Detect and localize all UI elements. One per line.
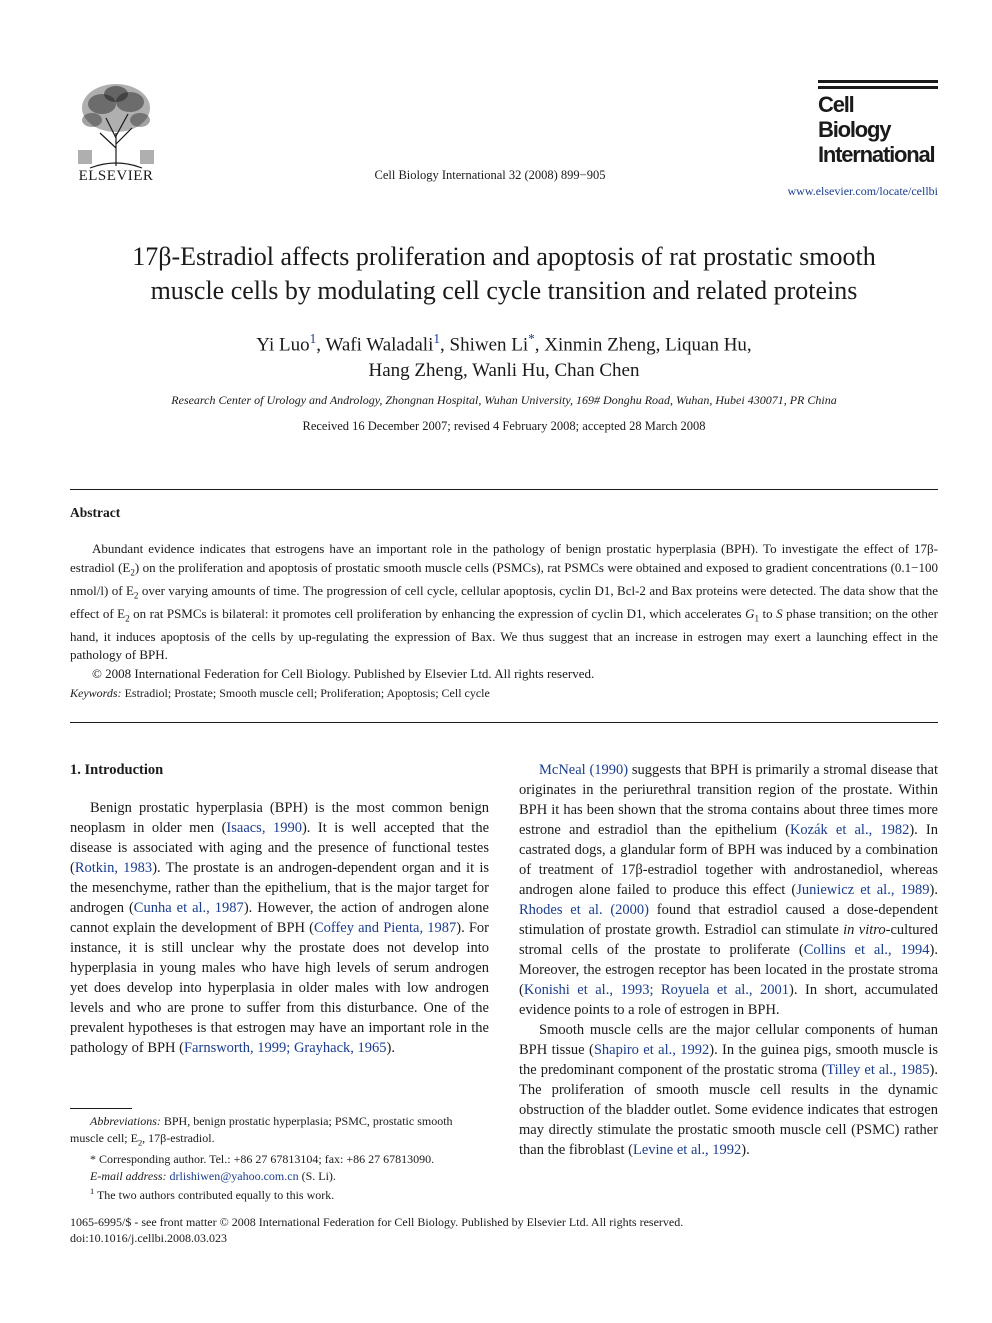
author-name: Shiwen Li [449,334,529,356]
footer-doi: doi:10.1016/j.cellbi.2008.03.023 [70,1231,227,1245]
title-line-1: 17β-Estradiol affects proliferation and apoptosis of rat prostatic smooth [132,242,876,271]
author-mark[interactable]: 1 [309,331,317,346]
divider-top [70,489,938,490]
citation-link[interactable]: Rotkin, 1983 [74,860,153,876]
section-heading: 1. Introduction [70,762,164,778]
author-line-2: Hang Zheng, Wanli Hu, Chan Chen [368,360,640,382]
abstract-body [70,540,938,683]
elsevier-logo-text: ELSEVIER [78,168,154,184]
journal-citation: Cell Biology International 32 (2008) 899−905 [374,168,606,182]
brand-rule [818,80,938,83]
citation-link[interactable]: Konishi et al., 1993; Royuela et al., 2001 [523,982,790,998]
journal-brand-logo [818,80,938,167]
abstract-copyright: © 2008 International Federation for Cell Biology. Published by Elsevier Ltd. All rights reserved. [92,665,595,681]
divider-bottom [70,722,938,723]
brand-rule [818,86,938,89]
keywords-label: Keywords: [70,686,122,700]
body-paragraph: Smooth muscle cells are the major cellular components of human BPH tissue (Shapiro et al., 1992). In the guinea pigs, smooth muscle is the predominant component of the prostatic stroma (Tilley et al., 1985). The proliferation of smooth muscle cell results in the dynamic obstruction of the bladder outlet. Some evidence indicates that estrogen may directly stimulate the prostatic smooth muscle cell (PSMC) rather than the fibroblast (Levine et al., 1992). [519,1022,938,1158]
citation-link[interactable]: Kozák et al., 1982 [789,822,910,838]
citation-link[interactable]: Farnsworth, 1999; Grayhack, 1965 [183,1040,387,1056]
author-name: Yi Luo [256,334,310,356]
footnote-equal-contribution: $^1$ The two authors contributed equally to this work. [90,1187,335,1203]
author-name: Wafi Waladali [325,334,434,356]
citation-link[interactable]: Levine et al., 1992 [632,1142,742,1158]
author-mark[interactable]: 1 [433,331,440,346]
brand-line-3: International [818,142,935,167]
citation-link[interactable]: Cunha et al., 1987 [133,900,244,916]
footnote-abbreviations: Abbreviations: BPH, benign prostatic hyperplasia; PSMC, prostatic smooth muscle cell; $E_2$, 17β-estradiol. [70,1114,453,1147]
citation-link[interactable]: Rhodes et al. (2000) [519,902,650,918]
footnotes [70,1113,489,1204]
citation-link[interactable]: Shapiro et al., 1992 [593,1042,710,1058]
body-column-right [519,760,938,1160]
email-link[interactable]: drlishiwen@yahoo.com.cn [169,1168,299,1183]
body-paragraph: McNeal (1990) suggests that BPH is primarily a stromal disease that originates in the periurethral transition region of the prostate. Within BPH it has been shown that the stroma contains about three times more estrone and estradiol than the epithelium (Kozák et al., 1982). In castrated dogs, a glandular form of BPH was induced by a combination of treatment of 17β-estradiol together with androstanediol, whereas androgen alone failed to produce this effect (Juniewicz et al., 1989). Rhodes et al. (2000) found that estradiol caused a dose-dependent stimulation of prostate growth. Estradiol can stimulate in vitro-cultured stromal cells of the prostate to proliferate (Collins et al., 1994). Moreover, the estrogen receptor has been located in the prostate stroma (Konishi et al., 1993; Royuela et al., 2001). In short, accumulated evidence points to a role of estrogen in BPH. [519,762,939,1018]
paper-title [70,240,938,308]
journal-url-link[interactable]: www.elsevier.com/locate/cellbi [787,184,938,198]
author-list [120,326,888,384]
author-names: Xinmin Zheng, Liquan Hu, [544,334,752,356]
brand-line-2: Biology [818,117,891,142]
elsevier-logo [70,78,162,184]
footnote-corresponding: * Corresponding author. Tel.: +86 27 67813104; fax: +86 27 67813090. [90,1152,435,1167]
keywords [70,686,938,701]
citation-link[interactable]: Juniewicz et al., 1989 [796,882,930,898]
keywords-text: Estradiol; Prostate; Smooth muscle cell; Proliferation; Apoptosis; Cell cycle [121,686,490,700]
citation-link[interactable]: Coffey and Pienta, 1987 [313,920,457,936]
abstract-paragraph: Abundant evidence indicates that estrogens have an important role in the pathology of benign prostatic hyperplasia (BPH). To investigate the effect of 17β-estradiol $(E_2)$ on the proliferation and apoptosis of prostatic smooth muscle cells (PSMCs), rat PSMCs were obtained and exposed to gradient concentrations (0.1−100 nmol/l) of $E_2$ over varying amounts of time. The progression of cell cycle, cellular apoptosis, cyclin D1, Bcl-2 and Bax proteins were detected. The data show that the effect of $E_2$ on rat PSMCs is bilateral: it promotes cell proliferation by enhancing the expression of cyclin D1, which accelerates $G_1$ to S phase transition; on the other hand, it induces apoptosis of the cells by up-regulating the expression of Bax. We thus suggest that an increase in estrogen may exert a launching effect in the pathology of BPH. [70,541,939,663]
citation-link[interactable]: Tilley et al., 1985 [826,1062,930,1078]
page-footer [70,1214,938,1246]
abstract-heading: Abstract [70,505,121,520]
corresponding-author-mark[interactable]: * [528,331,535,346]
citation-link[interactable]: McNeal (1990) [539,762,629,778]
footnote-email: E-mail address: drlishiwen@yahoo.com.cn (S. Li). [90,1168,336,1183]
title-line-2: muscle cells by modulating cell cycle transition and related proteins [150,276,858,305]
footnote-rule [70,1108,132,1109]
brand-line-1: Cell [818,92,854,117]
affiliation: Research Center of Urology and Andrology, Zhongnan Hospital, Wuhan University, 169# Donghu Road, Wuhan, Hubei 430071, PR China [171,393,837,407]
citation-link[interactable]: Isaacs, 1990 [226,820,302,836]
citation-link[interactable]: Collins et al., 1994 [803,942,930,958]
body-paragraph: Benign prostatic hyperplasia (BPH) is the most common benign neoplasm in older men (Isaacs, 1990). It is well accepted that the disease is associated with aging and the presence of functional testes (Rotkin, 1983). The prostate is an androgen-dependent organ and it is the mesenchyme, rather than the epithelium, that is the major target for androgen (Cunha et al., 1987). However, the action of androgen alone cannot explain the development of BPH (Coffey and Pienta, 1987). For instance, it is still unclear why the prostate does not develop into hyperplasia in young males who have high levels of serum androgen yet does develop into hyperplasia in older males with low androgen levels and who are prone to suffer from this disturbance. One of the prevalent hypotheses is that estrogen may have an important role in the pathology of BPH (Farnsworth, 1999; Grayhack, 1965). [70,800,490,1056]
author-line-1: Yi Luo$^1$, Wafi Waladali$^1$, Shiwen Li*, Xinmin Zheng, Liquan Hu, [256,331,752,356]
body-column-left [70,760,489,1058]
received-dates: Received 16 December 2007; revised 4 February 2008; accepted 28 March 2008 [302,419,706,433]
footer-front-matter: 1065-6995/$ - see front matter © 2008 International Federation for Cell Biology. Published by Elsevier Ltd. All rights reserved. [70,1215,684,1229]
